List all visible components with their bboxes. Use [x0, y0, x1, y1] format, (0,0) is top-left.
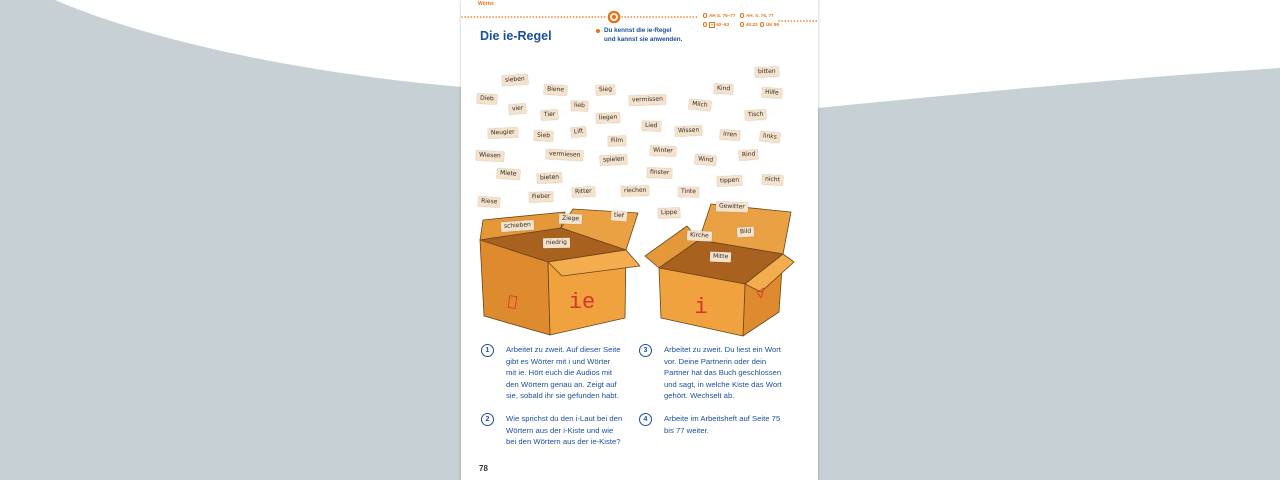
task-line: den Wörtern genau an. Zeigt auf: [506, 379, 617, 389]
task-line: Wörtern aus der i-Kiste und wie: [506, 425, 614, 435]
task-number-badge: 3: [639, 344, 652, 357]
word-card: Ritter: [572, 186, 595, 197]
word-card: vermissen: [629, 94, 666, 105]
word-card: tief: [611, 210, 628, 221]
word-card: Wiesen: [476, 150, 504, 161]
reference-label: AH. S. 75, 77: [745, 13, 774, 18]
word-card: tippen: [717, 175, 743, 186]
reference-label: 40:22: [745, 22, 758, 27]
task-line: gibt es Wörter mit i und Wörter: [506, 356, 611, 366]
word-card: Sieb: [534, 131, 553, 142]
task-number-badge: 1: [481, 344, 494, 357]
word-card: Sieg: [596, 85, 615, 96]
task-line: bis 77 weiter.: [664, 425, 709, 435]
ie-box-label: ie: [568, 290, 596, 315]
word-card: links: [760, 131, 781, 143]
word-card: Tisch: [745, 109, 767, 120]
word-card: Tinte: [678, 187, 699, 197]
word-card: Lift: [571, 126, 587, 138]
word-card: lieb: [571, 101, 588, 112]
word-card: Rind: [739, 149, 759, 160]
learning-goal-line: Du kennst die ie-Regel: [604, 27, 672, 34]
word-card: Miete: [497, 168, 520, 180]
task-line: Arbeitet zu zweit. Du liest ein Wort: [664, 345, 781, 354]
task-number-badge: 2: [481, 413, 494, 426]
page-title: Die ie-Regel: [480, 29, 552, 43]
task-line: sie, sobald ihr sie gefunden habt.: [506, 391, 619, 400]
task-line: bei den Wörtern aus der ie-Kiste?: [506, 437, 621, 446]
word-card: Gewitter: [716, 201, 748, 212]
word-card: Ziege: [559, 214, 582, 225]
word-card: bieten: [537, 172, 563, 183]
i-box: [645, 204, 794, 336]
task-line: und sagt, in welche Kiste das Wort: [664, 379, 782, 389]
word-card: bitten: [755, 67, 779, 78]
background-swoosh-left: [55, 0, 462, 87]
word-card: vermiesen: [546, 149, 584, 161]
word-card: Kind: [714, 84, 734, 95]
word-card: Fieber: [529, 192, 554, 203]
word-card: Hilfe: [762, 87, 782, 98]
word-card: schieben: [501, 220, 535, 232]
task-line: Wie sprichst du den i-Laut bei den: [506, 414, 623, 423]
word-card: Lippe: [658, 208, 681, 219]
task-line: Arbeitet zu zweit. Auf dieser Seite: [506, 345, 621, 354]
section-label: Wörter: [478, 1, 495, 7]
word-card: Film: [608, 136, 627, 147]
learning-goal-line: und kannst sie anwenden.: [604, 35, 683, 43]
word-card: Dieb: [477, 93, 497, 104]
task-line: gehört. Wechselt ab.: [664, 391, 735, 400]
word-card: spielen: [600, 154, 628, 165]
task-line: vor. Deine Partnerin oder dein: [664, 356, 767, 366]
word-card: Kirche: [687, 230, 712, 241]
word-card: irren: [720, 129, 741, 140]
word-card: liegen: [596, 113, 621, 124]
reference-label: ÜK 86: [765, 22, 780, 27]
task-line: Partner hat das Buch geschlossen: [664, 368, 782, 377]
task-number-badge: 4: [639, 413, 652, 426]
word-card: Mitte: [710, 252, 732, 263]
word-card: Wissen: [675, 125, 703, 136]
word-card: finster: [647, 168, 673, 179]
background-swoosh-right: [817, 0, 1280, 108]
word-card: Tier: [541, 110, 559, 121]
word-card: riechen: [621, 186, 650, 196]
word-card: Milch: [689, 99, 712, 111]
word-card: Bild: [737, 226, 755, 237]
page-number: 78: [479, 464, 488, 473]
word-card: Neugier: [488, 127, 518, 138]
word-card: Biene: [544, 84, 567, 95]
word-card: Riese: [478, 196, 501, 207]
word-card: Winter: [650, 146, 676, 157]
task-line: mit ie. Hört euch die Audios mit: [506, 368, 612, 377]
task-line: Arbeite im Arbeitsheft auf Seite 75: [664, 414, 781, 423]
reference-label: 62–63: [716, 22, 730, 28]
word-card: Wind: [695, 154, 717, 166]
word-card: vier: [509, 103, 527, 114]
word-card: Lied: [642, 121, 661, 132]
word-card: sieben: [502, 74, 528, 86]
textbook-page: [461, 0, 818, 480]
word-card: nicht: [762, 174, 783, 185]
reference-label: AH S. 75–77: [708, 13, 736, 18]
i-box-label: i: [694, 295, 708, 320]
word-card: niedrig: [543, 238, 570, 248]
